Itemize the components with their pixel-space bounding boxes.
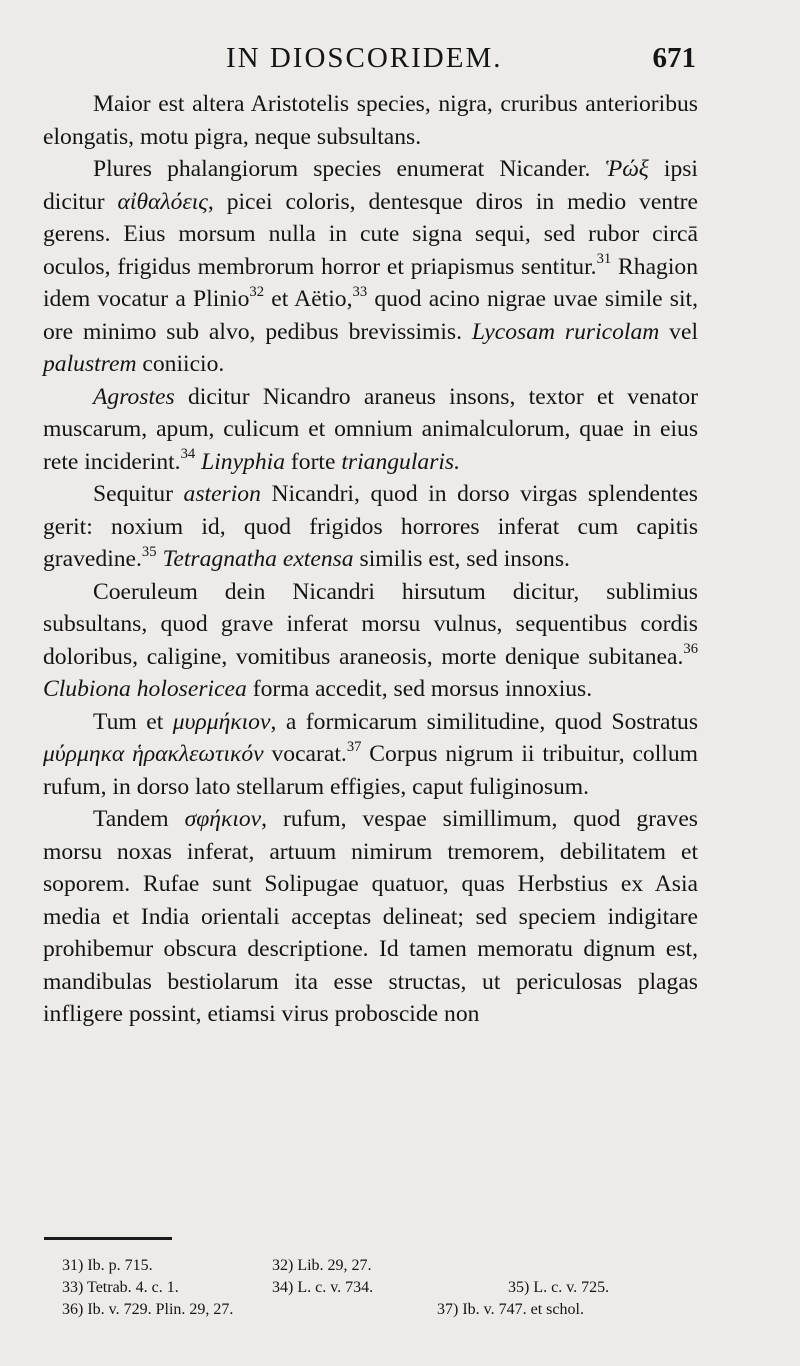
footnote-ref: 33 [352,283,368,300]
footnote-35: 35) L. c. v. 725. [508,1279,610,1296]
footnote-34: 34) L. c. v. 734. [272,1279,374,1296]
text-run: Plures phalangiorum species enumerat Nicander. [93,156,606,182]
footnotes [62,1255,702,1321]
footnote-ref: 34 [180,446,196,463]
text-run: vocarat. [263,741,347,767]
body-text [43,88,698,1031]
paragraph [43,381,698,479]
italic-term: Linyphia [201,448,286,475]
footnote-row [62,1277,702,1299]
footnote-32: 32) Lib. 29, 27. [272,1257,372,1274]
running-head: IN DIOSCORIDEM. [226,42,503,74]
footnote-33: 33) Tetrab. 4. c. 1. [62,1279,179,1296]
footnote-37: 37) Ib. v. 747. et schol. [437,1301,584,1318]
footnote-ref: 36 [683,641,698,658]
italic-term: triangularis. [341,448,461,475]
italic-term: μύρμηκα ἡρακλεωτικόν [43,741,264,767]
paragraph [43,576,698,706]
text-run: forte [285,448,342,475]
text-run: Maior est altera Aristotelis species, nigra, cruribus anterioribus elongatis, motu pigra, neque subsultans. [43,91,698,150]
text-run: Corpus nigrum ii tribuitur, collum rufum, in dorso lato stellarum effigies, caput fuliginosum. [43,741,698,800]
italic-term: αἰθαλόεις [117,188,208,215]
text-run: , rufum, vespae simillimum, quod graves morsu noxas inferat, artuum nimirum tremorem, debilitatem et soporem. Rufae sunt Solipugae quatuor, quas Herbstius ex Asia media et India orientali acceptas delineat; sed speciem indigitare prohibemur obscura descriptione. Id tamen memoratu dignum est, mandibulas bestiolarum ita esse structas, ut periculosas plagas infligere possint, etiamsi virus proboscide non [43,806,698,1027]
footnote-ref: 31 [596,251,612,268]
text-run: dicitur Nicandro araneus insons, textor et venator muscarum, apum, culicum et omnium animalculorum, quae in eius rete inciderint. [43,383,698,475]
italic-term: Clubiona holosericea [43,676,247,702]
text-run: Sequitur [93,481,184,507]
italic-term: Agrostes [93,383,175,410]
italic-term: σφήκιον [184,806,262,832]
paragraph [43,706,698,804]
italic-term: μυρμήκιον [172,708,271,735]
text-run: coniicio. [136,351,225,377]
text-run: Coeruleum dein Nicandri hirsutum dicitur, sublimius subsultans, quod grave inferat morsu vulnus, sequentibus cordis doloribus, caligine, vomitibus araneosis, morte denique subitanea. [43,578,698,670]
footnote-row [62,1255,702,1277]
italic-term: asterion [183,481,261,507]
text-run: Rhagion idem vocatur a Plinio [43,253,698,312]
paragraph [43,803,698,1031]
text-run: Tum et [93,708,173,735]
paragraph [43,153,698,381]
text-run: Nicandri, quod in dorso virgas splendentes gerit: noxium id, quod frigidos horrores inferat cum capitis gravedine. [43,481,698,572]
page-number: 671 [652,42,696,74]
footnote-row [62,1299,702,1321]
text-run: forma accedit, sed morsus innoxius. [246,676,593,702]
paragraph [43,88,698,153]
text-run: quod acino nigrae uvae simile sit, ore minimo sub alvo, pedibus brevissimis. [43,286,698,345]
footnote-ref: 35 [141,543,157,560]
italic-term: palustrem [43,351,137,377]
text-run: Tandem [93,806,185,832]
text-run: vel [659,318,698,345]
paragraph [43,478,698,576]
text-run: similis est, sed insons. [353,546,570,572]
footnote-ref: 32 [249,283,265,300]
text-run: , picei coloris, dentesque diros in medio ventre gerens. Eius morsum nulla in cute signa sequi, sed rubor circā oculos, frigidus membrorum horror et priapismus sentitur. [43,188,698,280]
italic-term: Lycosam ruricolam [471,318,660,345]
page-header [0,42,800,82]
footnote-ref: 37 [346,738,362,755]
footnote-36: 36) Ib. v. 729. Plin. 29, 27. [62,1301,234,1318]
footnote-31: 31) Ib. p. 715. [62,1257,153,1274]
italic-term: Ῥώξ [605,156,649,182]
text-run: ipsi dicitur [43,156,698,215]
footnote-rule [44,1237,172,1240]
italic-term: Tetragnatha extensa [162,546,354,572]
text-run: , a formicarum similitudine, quod Sostratus [270,708,698,735]
text-run: et Aëtio, [264,286,353,312]
